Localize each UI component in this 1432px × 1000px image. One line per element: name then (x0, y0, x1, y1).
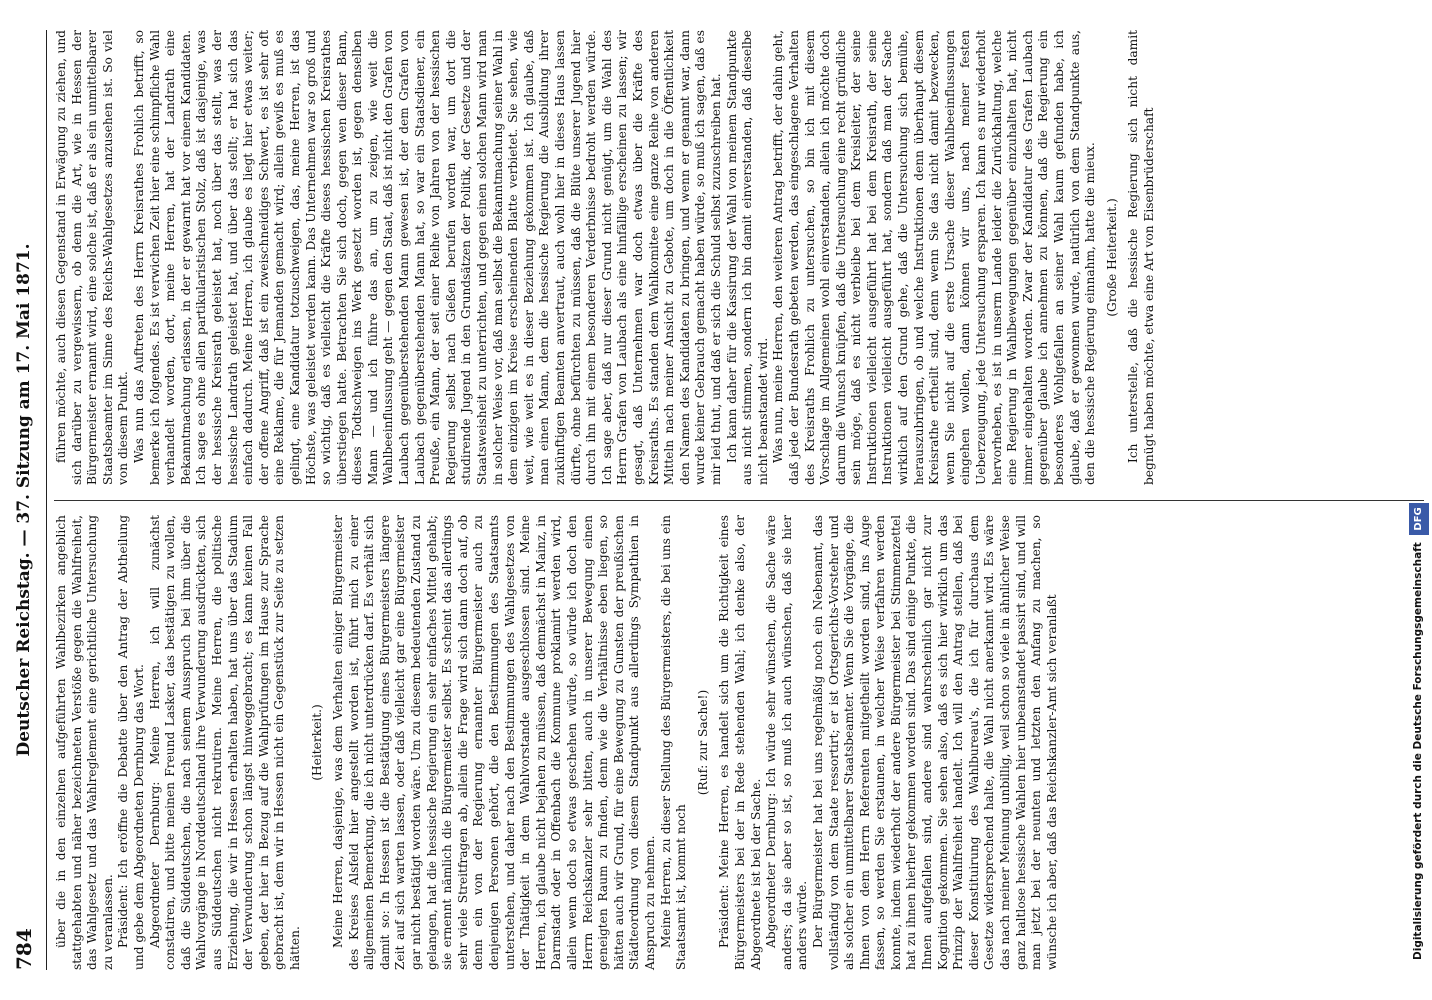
paragraph: Ich unterstelle, daß die hessische Regierung sich nicht damit begnügt haben möchte, etwa eine Art von Eisenbrüderschaft (1126, 30, 1156, 485)
paragraph: Präsident: Ich eröffne die Debatte über den Antrag der Abtheilung und gebe dem Abgeordneten Dernburg das Wort. (116, 515, 146, 970)
page-title: Deutscher Reichstag. — 37. Sitzung am 17. Mai 1871. (14, 243, 34, 757)
column-divider (54, 500, 1424, 501)
paragraph: Präsident: Meine Herren, es handelt sich um die Richtigkeit eines Bürgermeisters bei der in Rede stehenden Wahl; ich denke also, der Abgeordnete ist bei der Sache. (717, 515, 763, 970)
paragraph: Meine Herren, dasjenige, was dem Verhalten einiger Bürgermeister des Kreises Alsfeld hier angestellt worden ist, führt mich zu einer allgemeinen Bemerkung, die ich nicht unterdrücken darf. Es verhält sich damit so: In Hessen ist die Bestätigung eines Bürgermeisters längere Zeit auf sich warten lassen, oder daß vielleicht gar eine Bürgermeister gar nicht bestätigt worden wäre. Um zu diesem bedeutenden Zustand zu gelangen, hat die hessische Regierung ein sehr einfaches Mittel gehabt; sie ernennt nämlich die Bürgermeister selbst. Es scheint das allerdings sehr viele Streitfragen ab, allein die Frage wird sich dann doch auf, ob denn ein von der Regierung ernannter Bürgermeister auch zu denjenigen Personen gehört, die den Bestimmungen des Staatsamts unterstehen, und daher nach den Bestimmungen des Wahlgesetzes von der Thätigkeit in dem Wahlvorstande ausgeschlossen sind. Meine Herren, ich glaube nicht bejahen zu müssen, daß demnächst in Mainz, in Darmstadt oder in Offenbach die Kommune proklamirt werden wird, allein wenn doch so etwas geschehen würde, so würde ich doch den Herrn Reichskanzler sehr bitten, auch in unserer Bewegung einen geneigten Raum zu finden, denn wie die Verhältnisse eben liegen, so hätten auch wir Grund, für eine Bewegung zu Gunsten der preußischen Städteordnung von diesem Standpunkt aus allerdings Sympathien in Anspruch zu nehmen. (331, 515, 657, 970)
digitization-credit (1408, 40, 1428, 960)
paragraph: führen möchte, auch diesen Gegenstand in Erwägung zu ziehen, und sich darüber zu vergewissern, ob denn die Art, wie in Hessen der Bürgermeister ernannt wird, eine solche ist, daß er als ein unmittelbarer Staatsbeamter im Sinne des Reichs-Wahlgesetzes anzusehen ist. So viel von diesem Punkt. (54, 30, 131, 485)
paragraph: Ich kann daher für die Kassirung der Wahl von meinem Standpunkte aus nicht stimmen, sondern ich bin damit einverstanden, daß dieselbe nicht beanstandet wird. (724, 30, 770, 485)
interjection: (Ruf: zur Sache!) (695, 689, 710, 796)
paragraph: Was nun das Auftreten des Herrn Kreisrathes Frohlich betrifft, so bemerke ich folgendes. Es ist verwichen Zeit hier eine schimpfliche Wahl verhandelt worden, dort, meine Herren, hat der Landrath eine Bekanntmachung erlassen, in der er gewarnt hat vor einem Kandidaten. Ich sage es ohne allen partikularistischen Stolz, daß ist dasjenige, was der hessische Kreisrath geleistet hat, noch über das stellt, was der hessische Landrath geleistet hat, und über das stellt; er hat sich das einfach dadurch. Meine Herren, ich glaube es liegt hier etwas weiter; der offene Angriff, daß ist ein zweischneidiges Schwert, es ist sehr oft eine Reklame, die für Jemanden gemacht wird; allein gewiß es muß es gelingt, eine Kandidatur totzuschweigen, das, meine Herren, ist das Höchste, was geleistet werden kann. Das Unternehmen war so groß und so wichtig, daß es vielleicht die Kräfte dieses hessischen Kreisrathes überstiegen hatte. Betrachten Sie sich doch, gegen wen dieser Bann, dieses Todtschweigen ins Werk gesetzt worden ist, gegen denselben Mann — und ich führe das an, um zu zeigen, wie weit die Wahlbeeinflussung geht — gegen den Staat, daß ist nicht den Grafen von Laubach gegenüberstehenden Mann gewesen ist, der dem Grafen von Laubach gegenüberstehenden Mann hat, so war ein Staatsdiener, ein Preuße, ein Mann, der seit einer Reihe von Jahren von der hessischen Regierung selbst nach Gießen berufen worden war, um dort die studirende Jugend in den Grundsätzen der Politik, der Gesetze und der Staatsweisheit zu unterrichten, und gegen einen solchen Mann wird man in solcher Weise vor, daß man selbst die Bekanntmachung seiner Wahl in dem einzigen im Kreise erscheinenden Blatte verbietet. Sie sehen, wie weit, wie weit es in dieser Beziehung gekommen ist. Ich glaube, daß man einen Mann, dem die hessische Regierung die Ausbildung ihrer zukünftigen Beamten anvertraut, auch wohl hier in dieses Haus lassen dürfte, ohne befürchten zu müssen, daß die Blüte unserer Jugend hier durch ihn mit einem besonderen Verderbnisse bedroht werden würde. Ich sage aber, daß nur dieser Grund nicht genügt, um die Wahl des Herrn Grafen von Laubach als eine hinfällige erscheinen zu lassen; wir gesagt, daß Unternehmen war doch etwas über die Kräfte des Kreisraths. Es standen dem Wahlkomitee eine ganze Reihe von anderen Mitteln nach meiner Ansicht zu Gebote, um doch in die Öffentlichkeit den Namen des Kandidaten zu bringen, und wenn er genannt war, dann wurde keiner Gebrauch gemacht haben würde, so muß ich sagen, daß es mir leid thut, und daß er sich die Schuld selbst zuzuschreiben hat. (131, 30, 723, 485)
header-rule (46, 30, 47, 970)
paragraph: Der Bürgermeister hat bei uns regelmäßig noch ein Nebenamt, das vollständig von dem Staate ressortirt; er ist Ortsgerichts-Vorsteher und als solcher ein unmittelbarer Staatsbeamter. Wenn Sie die Vorgänge, die Ihnen von dem Herrn Referenten mitgetheilt worden sind, ins Auge fassen, so werden Sie erstaunen, in welcher Weise verfahren werden konnte, indem wiederholt der andere Bürgermeister bei Stimmenzettel hat zu ihnen hierher gekommen worden sind. Das sind einige Punkte, die Ihnen aufgefallen sind, andere sind wahrscheinlich gar nicht zur Kognition gekommen. Sie sehen also, daß es sich hier wirklich um das Prinzip der Wahlfreiheit handelt. Ich will den Antrag stellen, daß bei dieser Konstituirung des Wahlbureau's, die ich für durchaus dem Gesetze widersprechend halte, die Wahl nicht anerkannt wird. Es wäre das nach meiner Meinung unbillig, weil schon so viele in ähnlicher Weise ganz haltlose hessische Wahlen hier unbeanstandet passirt sind, und will man jetzt bei der neunten und letzten den Anfang zu machen, so wünsche ich aber, daß das Reichskanzler-Amt sich veranlaßt (810, 515, 1059, 970)
right-text-column (54, 30, 1424, 485)
digitization-note: Digitalisierung gefördert durch die Deutsche Forschungsgemeinschaft (1412, 542, 1424, 960)
page-header (4, 30, 44, 970)
paragraph: über die in den einzelnen aufgeführten Wahlbezirken angeblich stattgehabten und näher bezeichneten Verstöße gegen die Wahlfreiheit, das Wahlgesetz und das Wahlreglement eine gerichtliche Untersuchung zu veranlassen. (54, 515, 115, 970)
paragraph: Abgeordneter Dernburg: Ich würde sehr wünschen, die Sache wäre anders; da sie aber so ist, so muß ich auch wünschen, daß sie hier anders würde. (764, 515, 810, 970)
interjection: (Heiterkeit.) (309, 704, 324, 781)
interjection: (Große Heiterkeit.) (1104, 198, 1119, 317)
paragraph: Meine Herren, zu dieser Stellung des Bürgermeisters, die bei uns ein Staatsamt ist, kommt noch (658, 515, 689, 970)
dfg-logo: DFG (1409, 503, 1429, 534)
paragraph: Was nun, meine Herren, den weiteren Antrag betrifft, der dahin geht, daß jede der Bundesrath gebeten werden, das eingeschlagene Verhalten des Kreisraths Frohlich zu untersuchen, so bin ich mit diesem Vorschlage im Allgemeinen wohl einverstanden, allein ich möchte doch darum die Wunsch knüpfen, daß die Untersuchung eine recht gründliche sein möge, daß es nicht verbleibe bei dem Kreisleiter, der seine Instruktionen vielleicht ausgeführt hat bei dem Kreisrath, der seine Instruktionen vielleicht ausgeführt hat, sondern daß man der Sache wirklich auf den Grund gehe, daß die Untersuchung sich bemühe, herauszubringen, ob und welche Instruktionen denn überhaupt diesem Kreisrathe ertheilt sind, denn wenn Sie das nicht damit bezwecken, wenn Sie nicht auf die erste Ursache dieser Wahlbeeinflussungen eingehen wollen, dann können wir uns, nach meiner festen Ueberzeugung, jede Untersuchung ersparen. Ich kann es nur wiederholt hervorheben, es ist in unserm Lande leider die Zurückhaltung, welche eine Regierung in Wahlbewegungen gegenüber einzuhalten hat, nicht immer eingehalten worden. Zwar der Kandidatur des Grafen Laubach gegenüber glaube ich annehmen zu können, daß die Regierung ein besonderes Wohlgefallen an seiner Wahl kaum gefunden habe, ich glaube, daß er gewonnen wurde, natürlich von dem Standpunkte aus, den die hessische Regierung einnahm, hatte die mieux. (771, 30, 1098, 485)
page-number: 784 (12, 928, 36, 970)
paragraph: Abgeordneter Dernburg: Meine Herren, ich will zunächst constatiren, und bitte meinen Freund Lasker, das bestätigen zu wollen, daß die Süddeutschen, die nach seinem Ausspruch bei ihm über die Wahlvorgänge in Norddeutschland ihre Verwunderung ausdrückten, sich aus Süddeutschen nicht rekrutiren. Meine Herren, die politische Erziehung, die wir in Hessen erhalten haben, hat uns über das Stadium der Verwunderung schon längst hinweggebracht; es kann keinen Fall geben, der hier in Bezug auf die Wahlprüfungen im Hause zur Sprache gebracht ist, dem wir in Hessen nicht ein Gegenstück zur Seite zu setzen hätten. (147, 515, 302, 970)
left-text-column (54, 515, 1059, 970)
